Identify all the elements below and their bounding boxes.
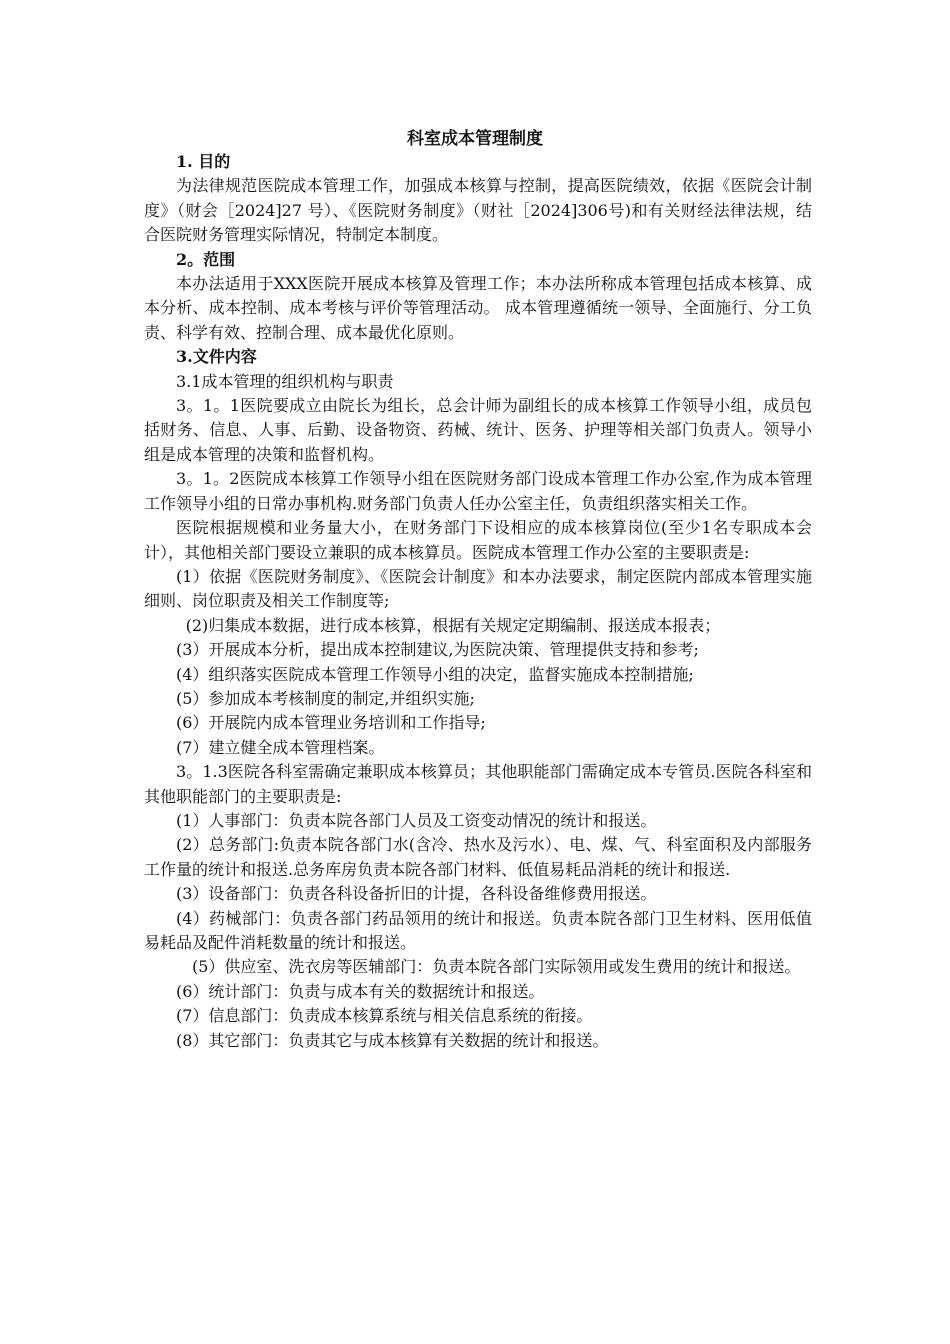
subsection-3-1: 3.1成本管理的组织机构与职责 — [176, 371, 394, 391]
paragraph-scale: 医院根据规模和业务量大小，在财务部门下设相应的成本核算岗位(至少1名专职成本会计），其他相关部门要设立兼职的成本核算员。医院成本管理工作办公室的主要职责是: — [144, 518, 812, 562]
dept-item: (1）人事部门：负责本院各部门人员及工资变动情况的统计和报送。 — [176, 810, 657, 830]
section-heading-content: 3.文件内容 — [176, 347, 257, 367]
dept-item: (5）供应室、洗衣房等医辅部门：负责本院各部门实际领用或发生费用的统计和报送。 — [192, 957, 801, 977]
dept-item: (4）药械部门：负责各部门药品领用的统计和报送。负责本院各部门卫生材料、医用低值易耗品及配件消耗数量的统计和报送。 — [144, 908, 812, 952]
duty-item: (6）开展院内成本管理业务培训和工作指导; — [176, 713, 486, 733]
dept-item: (2）总务部门:负责本院各部门水(含冷、热水及污水）、电、煤、气、科室面积及内部服务工作量的统计和报送.总务库房负责本院各部门材料、低值易耗品消耗的统计和报送. — [144, 835, 812, 879]
section-heading-purpose: 1. 目的 — [176, 152, 231, 171]
duty-item: (3）开展成本分析，提出成本控制建议,为医院决策、管理提供支持和参考; — [176, 640, 699, 660]
duty-item: (7）建立健全成本管理档案。 — [176, 737, 385, 757]
dept-item: (6）统计部门：负责与成本有关的数据统计和报送。 — [176, 981, 545, 1001]
dept-item: (3）设备部门：负责各科设备折旧的计提，各科设备维修费用报送。 — [176, 884, 657, 904]
scope-paragraph: 本办法适用于XXX医院开展成本核算及管理工作；本办法所称成本管理包括成本核算、成本分析、成本控制、成本考核与评价等管理活动。 成本管理遵循统一领导、全面施行、分工负责、科学有效、控制合理、成本最优化原则。 — [144, 274, 812, 342]
duty-item: (5）参加成本考核制度的制定,并组织实施; — [176, 688, 475, 708]
paragraph-3-1-2: 3。1。2医院成本核算工作领导小组在医院财务部门设成本管理工作办公室,作为成本管理工作领导小组的日常办事机构.财务部门负责人任办公室主任，负责组织落实相关工作。 — [144, 469, 812, 513]
section-heading-scope: 2。范围 — [176, 249, 236, 269]
paragraph-3-1-3: 3。1.3医院各科室需确定兼职成本核算员；其他职能部门需确定成本专管员.医院各科室和其他职能部门的主要职责是: — [144, 762, 812, 806]
purpose-paragraph: 为法律规范医院成本管理工作，加强成本核算与控制，提高医院绩效，依据《医院会计制度》（财会［2024]27 号）、《医院财务制度》（财社［2024]306号)和有关财经法律法规，结合医院财务管理实际情况，特制定本制度。 — [144, 176, 812, 245]
duty-item: (4）组织落实医院成本管理工作领导小组的决定，监督实施成本控制措施; — [176, 664, 694, 684]
paragraph-3-1-1: 3。1。1医院要成立由院长为组长，总会计师为副组长的成本核算工作领导小组，成员包括财务、信息、人事、后勤、设备物资、药械、统计、医务、护理等相关部门负责人。领导小组是成本管理的决策和监督机构。 — [144, 396, 812, 464]
document-title: 科室成本管理制度 — [407, 129, 543, 149]
dept-item: (8）其它部门：负责其它与成本核算有关数据的统计和报送。 — [176, 1030, 609, 1050]
duty-item: (2)归集成本数据，进行成本核算，根据有关规定定期编制、报送成本报表； — [185, 615, 721, 635]
duty-item: (1）依据《医院财务制度》、《医院会计制度》和本办法要求，制定医院内部成本管理实施细则、岗位职责及相关工作制度等; — [144, 566, 812, 611]
dept-item: (7）信息部门：负责成本核算系统与相关信息系统的衔接。 — [176, 1006, 593, 1026]
document-body — [144, 150, 812, 1053]
